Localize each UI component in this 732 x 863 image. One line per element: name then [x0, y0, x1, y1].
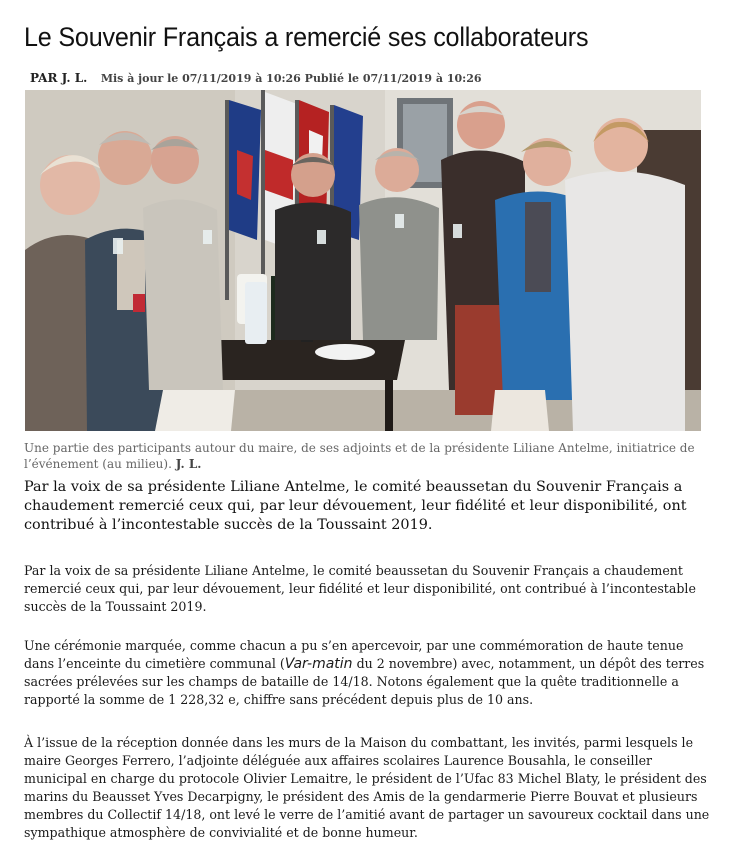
caption-text: Une partie des participants autour du maire, de ses adjoints et de la présidente Liliane Antelme, initiatrice de l’événement (au milieu).	[24, 441, 695, 471]
article-lead: Par la voix de sa présidente Liliane Antelme, le comité beaussetan du Souvenir Français a chaudement remercié ceux qui, par leur dévouement, leur fidélité et leur disponibilité, ont contribué à l’incontestable succès de la Toussaint 2019.	[24, 479, 687, 533]
article-paragraph-3: À l’issue de la réception donnée dans les murs de la Maison du combattant, les invités, parmi lesquels le maire Georges Ferrero, l’adjointe déléguée aux affaires scolaires Laurence Bousahla, le conseiller municipal en charge du protocole Olivier Lemaitre, le président de l’Ufac 83 Michel Blaty, le président des marins du Beausset Yves Decarpigny, le président des Amis de la gendarmerie Pierre Bouvat et plusieurs membres du Collectif 14/18, ont levé le verre de l’amitié avant de partager un savoureux cocktail dans une sympathique atmosphère de convivialité et de bonne humeur.	[24, 735, 710, 840]
photo-credit: J. L.	[175, 457, 202, 471]
group-photo-illustration	[25, 90, 701, 431]
paragraph-2-end: du 2 novembre) avec, notamment, un dépôt des terres sacrées prélevées sur les champs de bataille de 14/18. Notons également que la quête traditionnelle a rapporté la somme de 1 228,32 e, chiffre sans précédent depuis plus de 10 ans.	[24, 656, 705, 707]
article-paragraph-2	[24, 637, 714, 709]
article-headline: Le Souvenir Français a remercié ses collaborateurs	[24, 22, 589, 52]
article-photo	[25, 90, 701, 431]
byline	[30, 70, 482, 87]
photo-caption	[24, 440, 714, 472]
article-paragraph-1: Par la voix de sa présidente Liliane Antelme, le comité beaussetan du Souvenir Français a chaudement remercié ceux qui, par leur dévouement, leur fidélité et leur disponibilité, ont contribué à l’incontestable succès de la Toussaint 2019.	[24, 563, 696, 614]
newspaper-name: Var-matin	[284, 656, 353, 672]
publication-dates: Mis à jour le 07/11/2019 à 10:26 Publié le 07/11/2019 à 10:26	[100, 72, 482, 85]
author: PAR J. L.	[30, 71, 88, 85]
paragraph-2-start: Une cérémonie marquée, comme chacun a pu s’en apercevoir, par une commémoration de haute tenue dans l’enceinte du cimetière communal (	[24, 638, 684, 671]
